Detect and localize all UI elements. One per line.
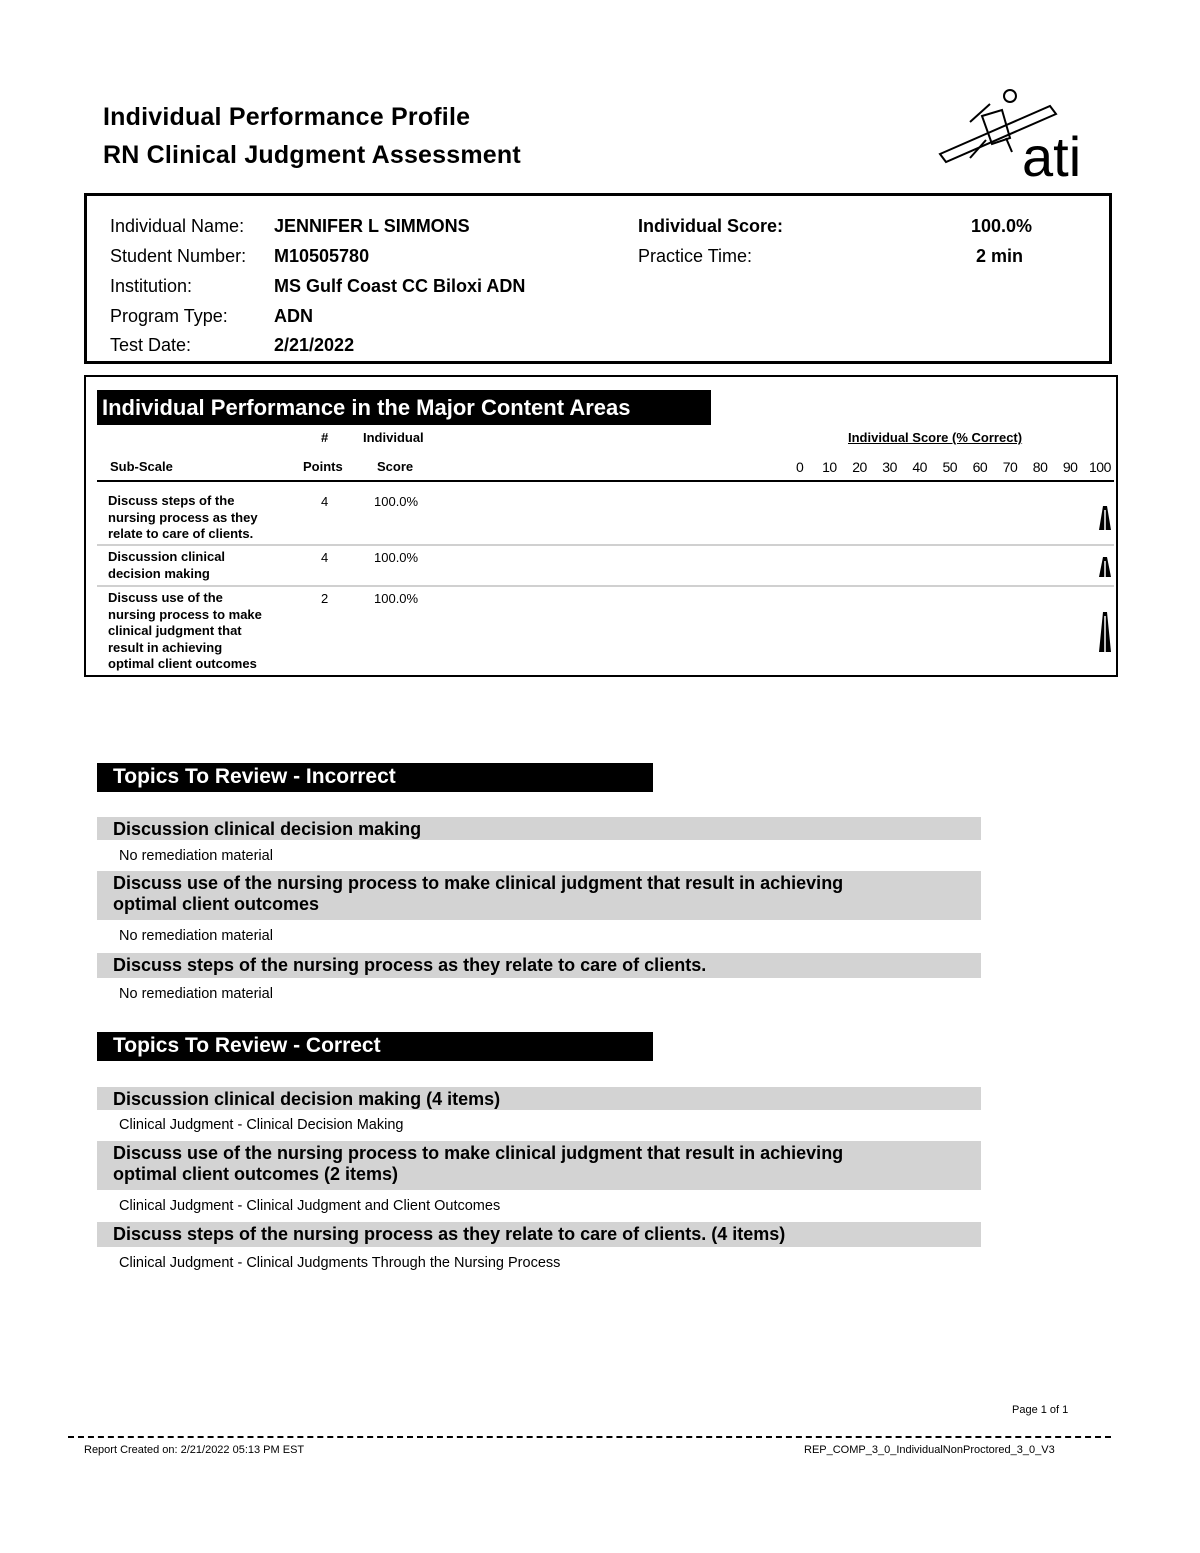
table-row-points: 4 [321,494,329,509]
individual-score-label: Individual Score: [638,216,784,236]
points-header: Points [303,459,343,474]
individual-score-value: 100.0% [971,216,1033,236]
program-type-label: Program Type: [110,306,228,326]
institution-label: Institution: [110,276,193,296]
correct-topic-title: Discuss steps of the nursing process as they relate to care of clients. (4 items) [97,1222,981,1247]
score-header-top: Individual [363,430,424,445]
score-header: Score [377,459,414,474]
correct-topic-title: Discussion clinical decision making (4 items) [97,1087,981,1110]
test-date-value: 2/21/2022 [274,335,355,355]
report-created: Report Created on: 2/21/2022 05:13 PM EST [84,1444,305,1456]
correct-topic-detail: Clinical Judgment - Clinical Judgment and Client Outcomes [119,1198,501,1214]
table-row-subscale: Discuss steps of the nursing process as they relate to care of clients. [108,493,258,541]
incorrect-topic-title: Discuss steps of the nursing process as they relate to care of clients. [97,953,981,978]
incorrect-topic-title: Discussion clinical decision making [97,817,981,840]
page-subtitle: RN Clinical Judgment Assessment [103,141,521,169]
practice-time-label: Practice Time: [638,246,753,266]
correct-topic-detail: Clinical Judgment - Clinical Judgments Through the Nursing Process [119,1255,561,1271]
axis-tick-label: 40 [912,459,927,475]
axis-tick-label: 10 [822,459,837,475]
correct-topic-title: Discuss use of the nursing process to make clinical judgment that result in achieving optimal client outcomes (2 items) [97,1141,981,1190]
correct-topic-detail: Clinical Judgment - Clinical Decision Making [119,1117,404,1133]
incorrect-topic-title: Discuss use of the nursing process to make clinical judgment that result in achieving optimal client outcomes [97,871,981,920]
practice-time-value: 2 min [976,246,1024,266]
footer-divider [68,1436,1111,1438]
chart-title: Individual Score (% Correct) [848,430,1023,445]
axis-tick-label: 60 [972,459,988,475]
incorrect-topic-detail: No remediation material [119,928,273,944]
axis-tick-label: 20 [852,459,867,475]
incorrect-topic-detail: No remediation material [119,848,273,864]
institution-value: MS Gulf Coast CC Biloxi ADN [274,276,526,296]
table-row-subscale: Discussion clinical decision making [108,549,226,581]
axis-tick-label: 30 [882,459,897,475]
table-row-score: 100.0% [374,494,419,509]
table-row-points: 2 [321,591,329,606]
table-row-score: 100.0% [374,550,419,565]
subscale-header: Sub-Scale [110,459,173,474]
student-number-label: Student Number: [110,246,247,266]
score-chart [0,0,1200,700]
axis-tick-label: 100 [1089,459,1111,475]
incorrect-topic-detail: No remediation material [119,986,273,1002]
program-type-value: ADN [274,306,313,326]
axis-tick-label: 90 [1062,459,1078,475]
table-row-points: 4 [321,550,329,565]
svg-text:ati: ati [1022,125,1082,186]
axis-tick-label: 50 [942,459,958,475]
page-number: Page 1 of 1 [1012,1404,1069,1416]
student-number-value: M10505780 [274,246,370,266]
table-row-subscale: Discuss use of the nursing process to make clinical judgment that result in achieving optimal client outcomes [108,590,262,671]
report-id: REP_COMP_3_0_IndividualNonProctored_3_0_V3 [804,1444,1055,1456]
axis-tick-label: 0 [796,459,804,475]
axis-tick-label: 70 [1002,459,1018,475]
page-title: Individual Performance Profile [103,103,471,131]
score-marker [1099,506,1111,530]
correct-topics-heading: Topics To Review - Correct [97,1032,653,1061]
name-label: Individual Name: [110,216,245,236]
score-marker [1099,612,1111,652]
name-value: JENNIFER L SIMMONS [274,216,470,236]
table-row-score: 100.0% [374,591,419,606]
performance-heading: Individual Performance in the Major Content Areas [97,390,711,425]
incorrect-topics-heading: Topics To Review - Incorrect [97,763,653,792]
score-marker [1099,557,1111,577]
points-header-top: # [321,430,329,445]
test-date-label: Test Date: [110,335,192,355]
axis-tick-label: 80 [1032,459,1048,475]
